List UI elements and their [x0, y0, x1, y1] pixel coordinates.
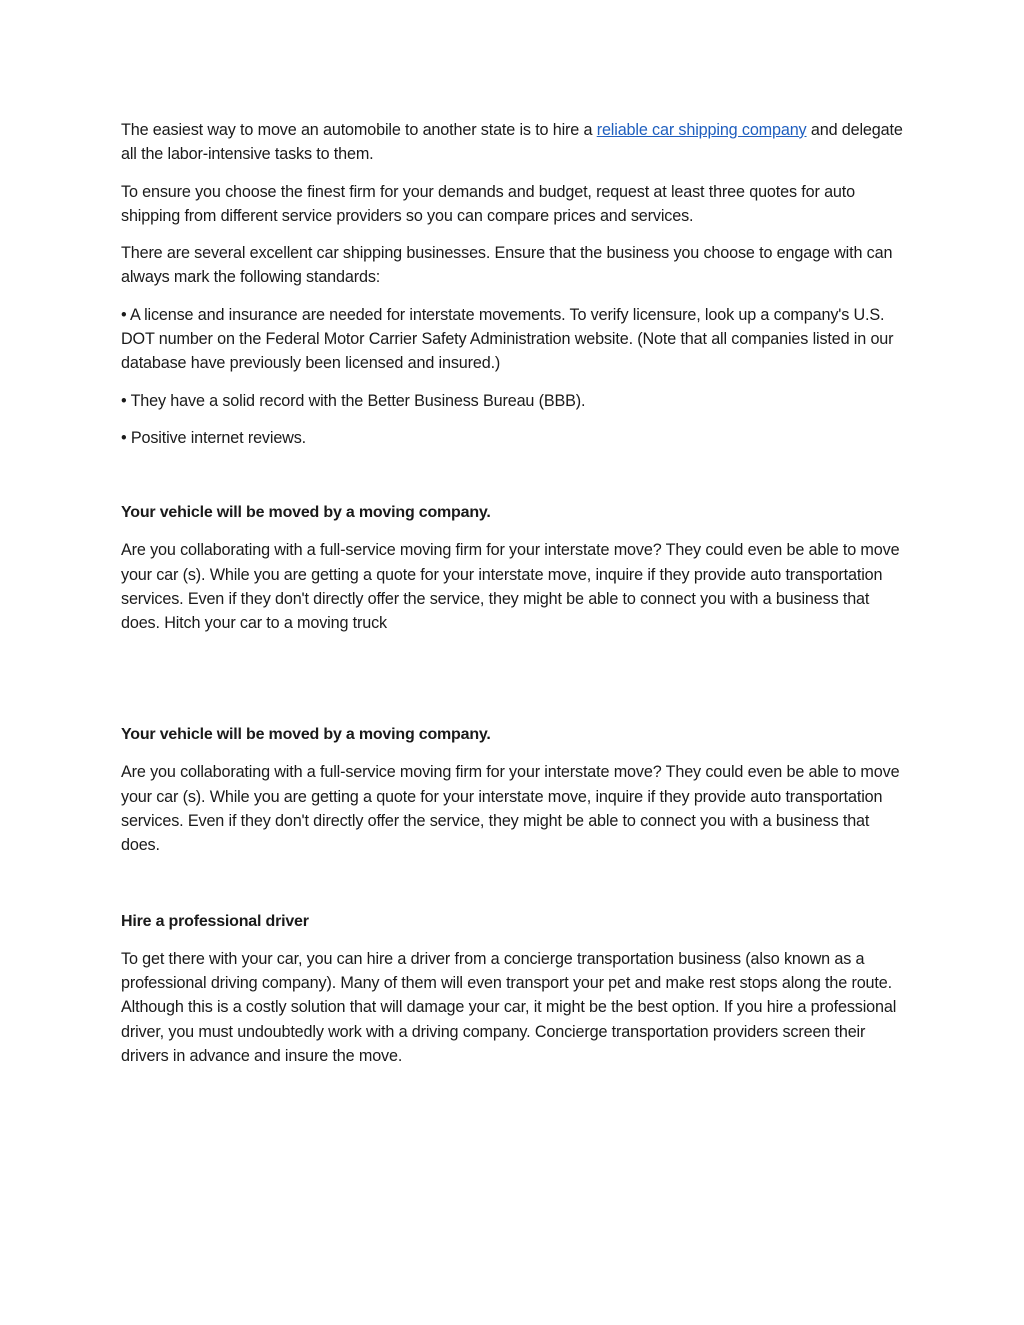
bullet-internet-reviews: • Positive internet reviews.	[121, 428, 306, 447]
intro-paragraph-3: There are several excellent car shipping businesses. Ensure that the business you choose to engage with can always mark the following standards:	[121, 244, 893, 287]
intro-paragraph-2: To ensure you choose the finest firm for your demands and budget, request at least three quotes for auto shipping from different service providers so you can compare prices and services.	[121, 182, 855, 225]
bullet-license-insurance: • A license and insurance are needed for interstate movements. To verify licensure, look up a company's U.S. DOT number on the Federal Motor Carrier Safety Administration website. (Note that all companies listed in our database have previously been licensed and insured.)	[121, 305, 894, 373]
intro-text-before-link: The easiest way to move an automobile to another state is to hire a	[121, 121, 597, 139]
spacer	[121, 871, 907, 910]
spacer	[121, 463, 907, 501]
section-heading-moving-company-repeat: Your vehicle will be moved by a moving company.	[121, 726, 491, 744]
spacer	[121, 648, 907, 723]
document-page	[121, 118, 907, 1081]
intro-paragraph-1	[121, 118, 907, 167]
bullet-bbb-record: • They have a solid record with the Better Business Bureau (BBB).	[121, 391, 586, 410]
section-body-professional-driver: To get there with your car, you can hire a driver from a concierge transportation business (also known as a professional driving company). Many of them will even transport your pet and make rest stops along the route. Although this is a costly solution that will damage your car, it might be the best option. If you hire a professional driver, you must undoubtedly work with a driving company. Concierge transportation providers screen their drivers in advance and insure the move.	[121, 949, 897, 1065]
section-body-moving-company: Are you collaborating with a full-service moving firm for your interstate move? They could even be able to move your car (s). While you are getting a quote for your interstate move, inquire if they provide auto transportation services. Even if they don't directly offer the service, they might be able to connect you with a business that does. Hitch your car to a moving truck	[121, 541, 900, 633]
section-heading-moving-company: Your vehicle will be moved by a moving company.	[121, 504, 491, 522]
reliable-car-shipping-link[interactable]: reliable car shipping company	[596, 121, 807, 139]
section-heading-professional-driver: Hire a professional driver	[121, 912, 309, 930]
intro-text-after-link: and delegate all the labor-intensive tasks to them.	[121, 121, 903, 164]
section-body-moving-company-repeat: Are you collaborating with a full-service moving firm for your interstate move? They could even be able to move your car (s). While you are getting a quote for your interstate move, inquire if they provide auto transportation services. Even if they don't directly offer the service, they might be able to connect you with a business that does.	[121, 763, 900, 855]
